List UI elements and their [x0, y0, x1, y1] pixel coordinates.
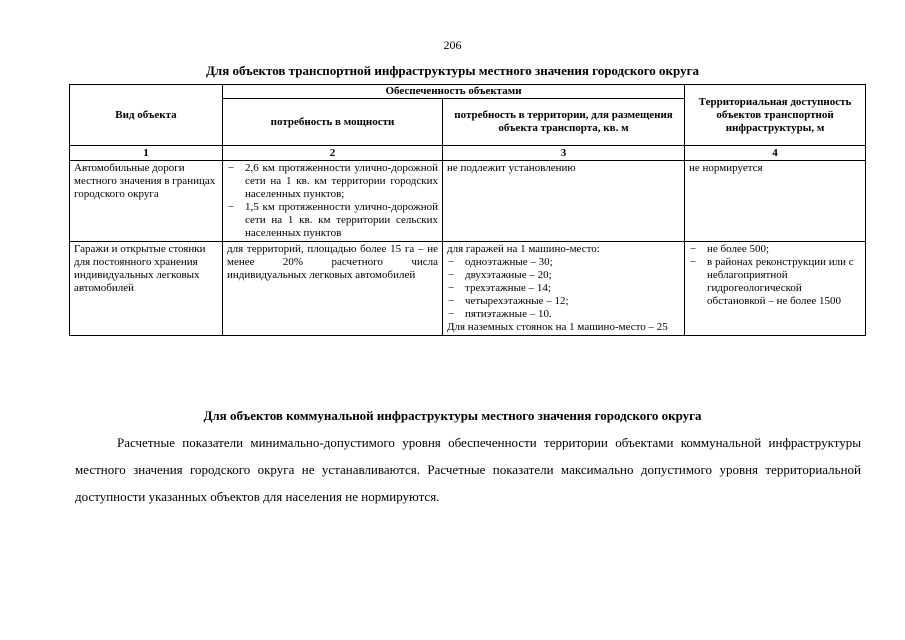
row-territory — [443, 242, 685, 336]
list-item: − в районах реконструкции или с неблагоприятной гидрогеологической обстановкой – не более 1500 — [689, 256, 861, 308]
row-accessibility: не нормируется — [685, 161, 866, 242]
column-number: 3 — [443, 146, 685, 161]
territory-list — [447, 256, 680, 321]
page-number: 206 — [443, 38, 462, 52]
header-row-1 — [70, 85, 866, 99]
list-item: − пятиэтажные – 10. — [447, 308, 680, 321]
list-item: − не более 500; — [689, 243, 861, 256]
row-object-type: Гаражи и открытые стоянки для постоянного хранения индивидуальных легковых автомобилей — [70, 242, 223, 336]
header-object-type: Вид объекта — [70, 85, 223, 146]
section-title-transport: Для объектов транспортной инфраструктуры местного значения городского округа — [205, 63, 699, 78]
accessibility-list — [689, 243, 861, 308]
table-row — [70, 161, 866, 242]
header-capacity-need: потребность в мощности — [223, 99, 443, 146]
header-territory-need: потребность в территории, для размещения объекта транспорта, кв. м — [443, 99, 685, 146]
capacity-list — [227, 162, 438, 240]
section-title-communal: Для объектов коммунальной инфраструктуры местного значения городского округа — [203, 408, 702, 423]
body-paragraph: Расчетные показатели минимально-допустимого уровня обеспеченности территории объектами коммунальной инфраструктуры местного значения городского округа не устанавливаются. Расчетные показатели максимально допустимого уровня территориальной доступности указанных объектов для населения не нормируются. — [75, 435, 861, 504]
column-number: 2 — [223, 146, 443, 161]
list-item: − четырехэтажные – 12; — [447, 295, 680, 308]
table-row — [70, 242, 866, 336]
list-item: − 1,5 км протяженности улично-дорожной сети на 1 кв. км территории сельских населенных пунктов — [227, 201, 438, 240]
list-item: − одноэтажные – 30; — [447, 256, 680, 269]
column-number: 4 — [685, 146, 866, 161]
row-capacity: для территорий, площадью более 15 га – не менее 20% расчетного числа индивидуальных легковых автомобилей — [223, 242, 443, 336]
territory-outro: Для наземных стоянок на 1 машино-место – 25 — [447, 321, 668, 333]
territory-intro: для гаражей на 1 машино-место: — [447, 243, 600, 255]
column-number: 1 — [70, 146, 223, 161]
list-item: − трехэтажные – 14; — [447, 282, 680, 295]
header-accessibility: Территориальная доступность объектов транспортной инфраструктуры, м — [685, 85, 866, 146]
row-object-type: Автомобильные дороги местного значения в границах городского округа — [70, 161, 223, 242]
list-item: − 2,6 км протяженности улично-дорожной сети на 1 кв. км территории городских населенных пунктов; — [227, 162, 438, 201]
header-provision: Обеспеченность объектами — [223, 85, 685, 99]
row-capacity — [223, 161, 443, 242]
list-item: − двухэтажные – 20; — [447, 269, 680, 282]
row-accessibility — [685, 242, 866, 336]
row-territory: не подлежит установлению — [443, 161, 685, 242]
norms-table — [69, 84, 866, 336]
column-number-row — [70, 146, 866, 161]
